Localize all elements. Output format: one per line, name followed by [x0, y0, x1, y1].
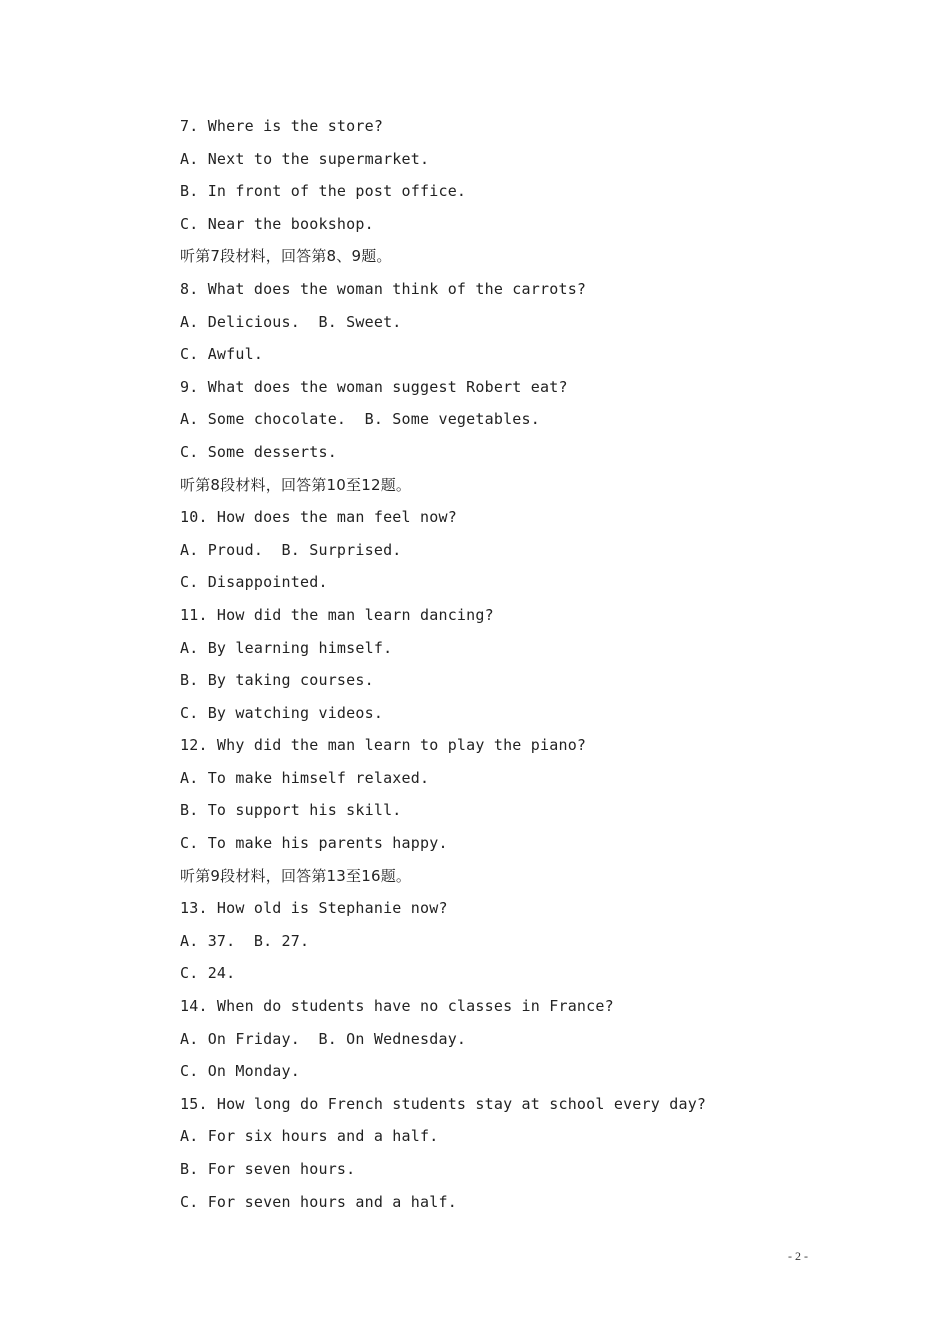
q13-option-c: C. 24. — [180, 964, 236, 983]
section-instruction-7: 听第7段材料，回答第8、9题。 — [180, 247, 392, 266]
question-8: 8. What does the woman think of the carrots? — [180, 279, 587, 298]
q7-option-c: C. Near the bookshop. — [180, 214, 374, 233]
question-12: 12. Why did the man learn to play the piano? — [180, 736, 587, 755]
q11-option-b: B. By taking courses. — [180, 671, 374, 690]
q9-options-ab: A. Some chocolate. B. Some vegetables. — [180, 410, 540, 429]
question-15: 15. How long do French students stay at school every day? — [180, 1094, 707, 1113]
q10-option-c: C. Disappointed. — [180, 573, 328, 592]
q8-option-c: C. Awful. — [180, 345, 264, 364]
q12-option-b: B. To support his skill. — [180, 801, 402, 820]
q7-option-a: A. Next to the supermarket. — [180, 149, 430, 168]
question-10: 10. How does the man feel now? — [180, 508, 457, 527]
q9-option-c: C. Some desserts. — [180, 442, 337, 461]
q15-option-c: C. For seven hours and a half. — [180, 1192, 457, 1211]
q12-option-a: A. To make himself relaxed. — [180, 768, 430, 787]
document-body — [180, 110, 880, 1218]
q14-option-c: C. On Monday. — [180, 1062, 300, 1081]
q15-option-b: B. For seven hours. — [180, 1160, 356, 1178]
q10-options-ab: A. Proud. B. Surprised. — [180, 540, 402, 559]
q14-options-ab: A. On Friday. B. On Wednesday. — [180, 1029, 467, 1048]
q11-option-a: A. By learning himself. — [180, 638, 393, 657]
q8-options-ab: A. Delicious. B. Sweet. — [180, 312, 402, 331]
question-11: 11. How did the man learn dancing? — [180, 605, 494, 624]
question-13: 13. How old is Stephanie now? — [180, 899, 448, 918]
question-7: 7. Where is the store? — [180, 117, 384, 135]
q12-option-c: C. To make his parents happy. — [180, 834, 448, 853]
q7-option-b: B. In front of the post office. — [180, 182, 467, 201]
page-number: - 2 - — [788, 1249, 808, 1263]
q11-option-c: C. By watching videos. — [180, 703, 384, 722]
q15-option-a: A. For six hours and a half. — [180, 1127, 439, 1146]
question-9: 9. What does the woman suggest Robert eat? — [180, 377, 568, 396]
section-instruction-9: 听第9段材料，回答第13至16题。 — [180, 866, 412, 885]
q13-options-ab: A. 37. B. 27. — [180, 931, 310, 950]
question-14: 14. When do students have no classes in France? — [180, 997, 614, 1016]
section-instruction-8: 听第8段材料，回答第10至12题。 — [180, 475, 412, 494]
